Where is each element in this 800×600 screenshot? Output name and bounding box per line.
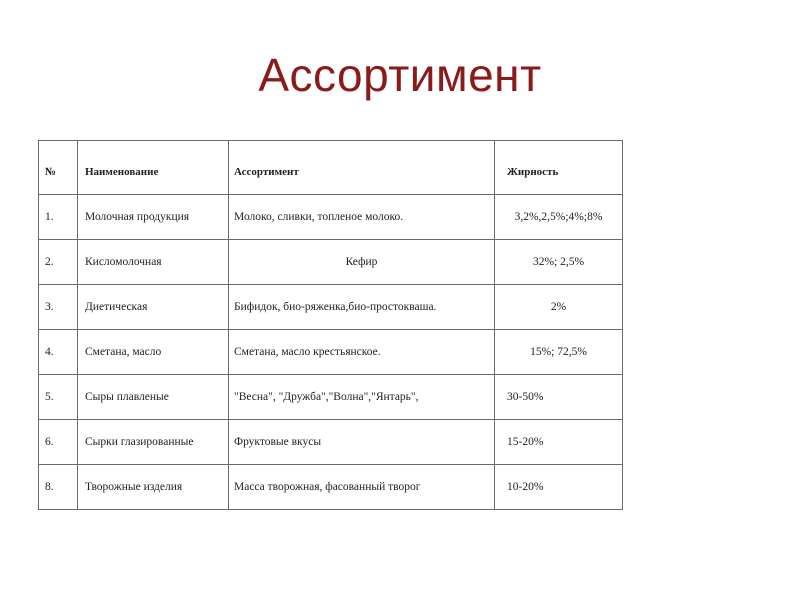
row-name: Молочная продукция (78, 195, 229, 240)
row-assortment: Кефир (229, 240, 495, 285)
page-title: Ассортимент (258, 49, 542, 101)
row-name: Сыры плавленые (78, 375, 229, 420)
row-assortment: "Весна", "Дружба","Волна","Янтарь", (229, 375, 495, 420)
row-fat: 10-20% (495, 465, 623, 510)
row-number: 1. (39, 195, 78, 240)
row-fat: 3,2%,2,5%;4%;8% (495, 195, 623, 240)
row-name: Творожные изделия (78, 465, 229, 510)
header-number: № (39, 141, 78, 195)
row-assortment: Молоко, сливки, топленое молоко. (229, 195, 495, 240)
row-fat: 15-20% (495, 420, 623, 465)
table-header-row (39, 141, 623, 195)
row-name: Сырки глазированные (78, 420, 229, 465)
row-fat: 32%; 2,5% (495, 240, 623, 285)
row-number: 6. (39, 420, 78, 465)
row-assortment: Масса творожная, фасованный творог (229, 465, 495, 510)
row-name: Диетическая (78, 285, 229, 330)
table-row (39, 465, 623, 510)
header-name: Наименование (78, 141, 229, 195)
row-assortment: Сметана, масло крестьянское. (229, 330, 495, 375)
row-assortment: Бифидок, био-ряженка,био-простокваша. (229, 285, 495, 330)
table-row (39, 240, 623, 285)
table-row (39, 330, 623, 375)
header-fat: Жирность (495, 141, 623, 195)
row-fat: 15%; 72,5% (495, 330, 623, 375)
header-assortment: Ассортимент (229, 141, 495, 195)
row-assortment: Фруктовые вкусы (229, 420, 495, 465)
table-row (39, 375, 623, 420)
row-number: 2. (39, 240, 78, 285)
row-number: 4. (39, 330, 78, 375)
row-fat: 2% (495, 285, 623, 330)
row-number: 3. (39, 285, 78, 330)
row-name: Кисломолочная (78, 240, 229, 285)
row-number: 5. (39, 375, 78, 420)
assortment-table (38, 140, 623, 510)
row-fat: 30-50% (495, 375, 623, 420)
table-row (39, 195, 623, 240)
row-number: 8. (39, 465, 78, 510)
table-row (39, 285, 623, 330)
row-name: Сметана, масло (78, 330, 229, 375)
table-row (39, 420, 623, 465)
